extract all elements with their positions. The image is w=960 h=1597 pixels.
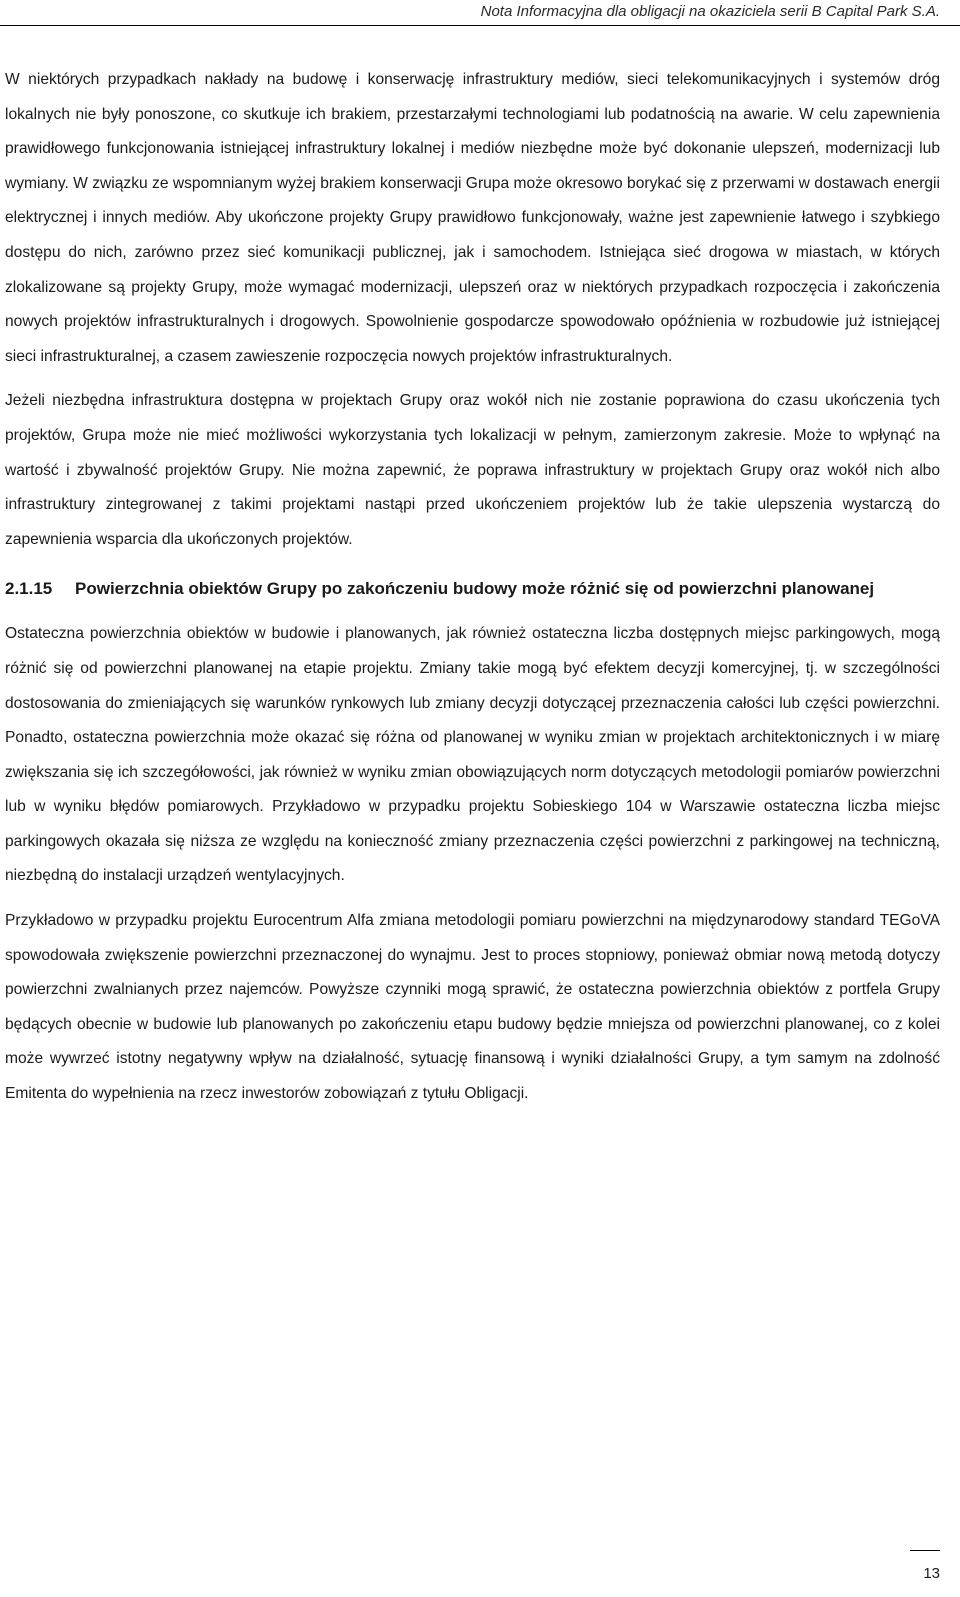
body-paragraph: Przykładowo w przypadku projektu Eurocentrum Alfa zmiana metodologii pomiaru powierzchni na międzynarodowy standard TEGoVA spowodowała zwiększenie powierzchni przeznaczonej do wynajmu. Jest to proces stopniowy, ponieważ obmiar nową metodą dotyczy powierzchni zwalnianych przez najemców. Powyższe czynniki mogą sprawić, że ostateczna powierzchnia obiektów z portfela Grupy będących obecnie w budowie lub planowanych po zakończeniu etapu budowy będzie mniejsza od powierzchni planowanej, co z kolei może wywrzeć istotny negatywny wpływ na działalność, sytuację finansową i wyniki działalności Grupy, a tym samym na zdolność Emitenta do wypełnienia na rzecz inwestorów zobowiązań z tytułu Obligacji. xyxy=(5,912,940,1103)
page-number: 13 xyxy=(923,1565,940,1582)
footer-divider xyxy=(910,1550,940,1551)
section-heading xyxy=(5,571,940,607)
body-paragraph: W niektórych przypadkach nakłady na budowę i konserwację infrastruktury mediów, sieci telekomunikacyjnych i systemów dróg lokalnych nie były ponoszone, co skutkuje ich brakiem, przestarzałymi technologiami lub podatnością na awarie. W celu zapewnienia prawidłowego funkcjonowania istniejącej infrastruktury lokalnej i mediów niezbędne może być dokonanie ulepszeń, modernizacji lub wymiany. W związku ze wspomnianym wyżej brakiem konserwacji Grupa może okresowo borykać się z przerwami w dostawach energii elektrycznej i innych mediów. Aby ukończone projekty Grupy prawidłowo funkcjonowały, ważne jest zapewnienie łatwego i szybkiego dostępu do nich, zarówno przez sieć komunikacji publicznej, jak i samochodem. Istniejąca sieć drogowa w miastach, w których zlokalizowane są projekty Grupy, może wymagać modernizacji, ulepszeń oraz w niektórych przypadkach rozpoczęcia i zakończenia nowych projektów infrastrukturalnych i drogowych. Spowolnienie gospodarcze spowodowało opóźnienia w rozbudowie już istniejącej sieci infrastrukturalnej, a czasem zawieszenie rozpoczęcia nowych projektów infrastrukturalnych. xyxy=(5,71,940,365)
header-divider xyxy=(0,25,960,26)
body-paragraph: Ostateczna powierzchnia obiektów w budowie i planowanych, jak również ostateczna liczba dostępnych miejsc parkingowych, mogą różnić się od powierzchni planowanej na etapie projektu. Zmiany takie mogą być efektem decyzji komercyjnej, tj. w szczególności dostosowania do zmieniających się warunków rynkowych lub zmiany decyzji dotyczącej przeznaczenia całości lub części powierzchni. Ponadto, ostateczna powierzchnia może okazać się różna od planowanej w wyniku zmian w projektach architektonicznych i w miarę zwiększania się ich szczegółowości, jak również w wyniku zmian obowiązujących norm dotyczących metodologii pomiarów powierzchni lub w wyniku błędów pomiarowych. Przykładowo w przypadku projektu Sobieskiego 104 w Warszawie ostateczna liczba miejsc parkingowych okazała się niższa ze względu na konieczność zmiany przeznaczenia części powierzchni z parkingowej na techniczną, niezbędną do instalacji urządzeń wentylacyjnych. xyxy=(5,625,940,885)
body-paragraph: Jeżeli niezbędna infrastruktura dostępna w projektach Grupy oraz wokół nich nie zostanie poprawiona do czasu ukończenia tych projektów, Grupa może nie mieć możliwości wykorzystania tych lokalizacji w pełnym, zamierzonym zakresie. Może to wpłynąć na wartość i zbywalność projektów Grupy. Nie można zapewnić, że poprawa infrastruktury w projektach Grupy oraz wokół nich albo infrastruktury zintegrowanej z takimi projektami nastąpi przed ukończeniem projektów lub że takie ulepszenia wystarczą do zapewnienia wsparcia dla ukończonych projektów. xyxy=(5,392,940,548)
section-title: Powierzchnia obiektów Grupy po zakończeniu budowy może różnić się od powierzchni planowanej xyxy=(75,579,875,599)
document-body xyxy=(5,63,940,1122)
running-header: Nota Informacyjna dla obligacji na okaziciela serii B Capital Park S.A. xyxy=(480,3,940,20)
section-number: 2.1.15 xyxy=(5,579,53,599)
